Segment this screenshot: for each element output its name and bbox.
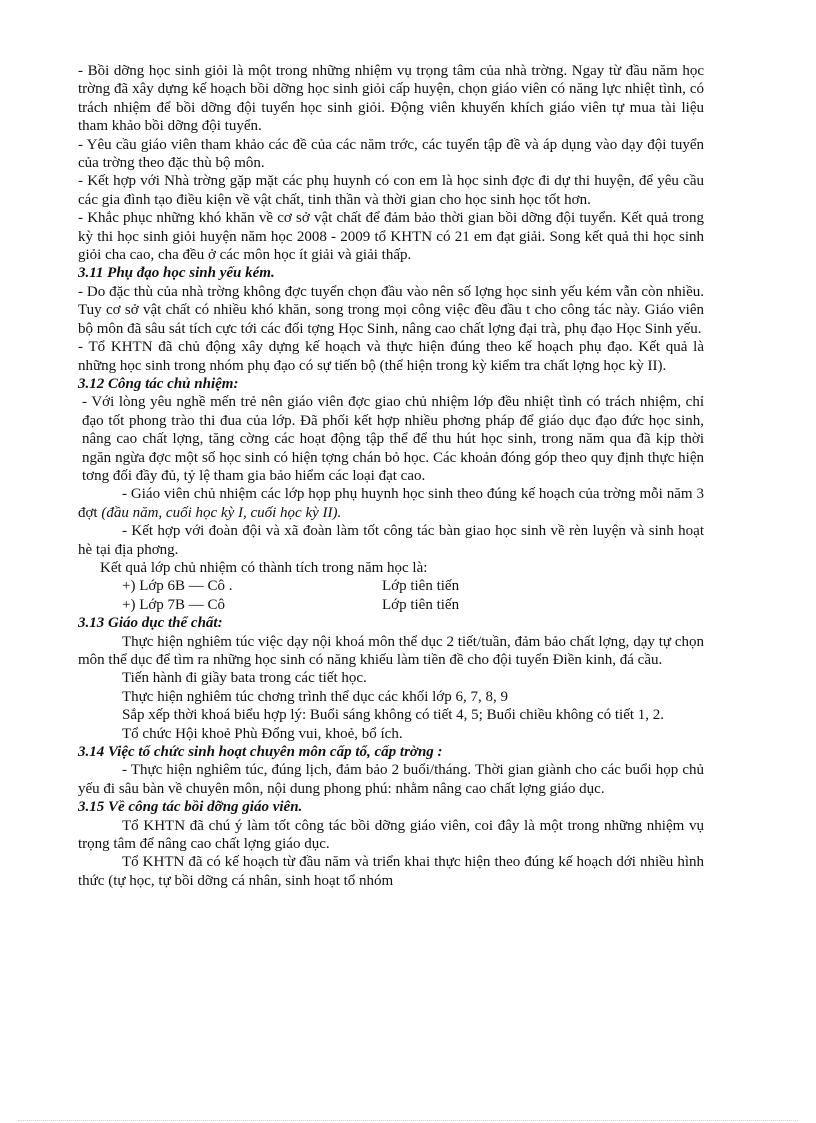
- document-page: [78, 62, 704, 890]
- paragraph-3-13-a: Thực hiện nghiêm túc việc dạy nội khoá môn thể dục 2 tiết/tuần, đảm bảo chất lợng, dạy tự chọn môn thể dục để tìm ra những học sinh có năng khiếu làm tiền đề cho đội tuyển Điền kinh, đá cầu.: [78, 633, 704, 668]
- class-name: +) Lớp 6B — Cô .: [122, 578, 233, 595]
- class-result-row: [78, 596, 704, 614]
- paragraph-hsg-3: - Kết hợp với Nhà trờng gặp mặt các phụ huynh có con em là học sinh đợc đi dự thi huyện, để yêu cầu các gia đình tạo điều kiện về vật chất, tinh thần và thời gian cho học sinh học tốt hơn.: [78, 173, 704, 208]
- class-result-row: [78, 577, 704, 595]
- paragraph-3-12-d: Kết quả lớp chủ nhiệm có thành tích trong năm học là:: [100, 559, 428, 576]
- heading-3-15: 3.15 Về công tác bồi dỡng giáo viên.: [78, 799, 303, 816]
- paragraph-3-12-b-text: - Giáo viên chủ nhiệm các lớp họp phụ huynh học sinh theo đúng kế hoạch của trờng mỗi năm 3 đợt: [78, 486, 704, 521]
- paragraph-3-14-a: - Thực hiện nghiêm túc, đúng lịch, đảm bảo 2 buổi/tháng. Thời gian giành cho các buổi họp chủ yếu đi sâu bàn về chuyên môn, nội dung phong phú: nhằm nâng cao chất lợng giáo dục.: [78, 762, 704, 797]
- heading-3-11: 3.11 Phụ đạo học sinh yếu kém.: [78, 265, 275, 282]
- paragraph-hsg-4: - Khắc phục những khó khăn về cơ sở vật chất để đảm bảo thời gian bồi dỡng đội tuyển. Kết quả trong kỳ thi học sinh giỏi huyện năm học 2008 - 2009 tổ KHTN có 21 em đạt giải. Song kết quả thi học sinh giỏi cha cao, cha đều ở các môn học ít giải và giải thấp.: [78, 210, 704, 264]
- heading-3-14: 3.14 Việc tổ chức sinh hoạt chuyên môn cấp tổ, cấp trờng :: [78, 744, 443, 761]
- paragraph-3-11-b: - Tổ KHTN đã chủ động xây dựng kế hoạch và thực hiện đúng theo kế hoạch phụ đạo. Kết quả là những học sinh trong nhóm phụ đạo có sự tiến bộ (thể hiện trong kỳ kiểm tra chất lợng học kỳ II).: [78, 339, 704, 374]
- class-name: +) Lớp 7B — Cô: [122, 596, 226, 613]
- class-rank: Lớp tiên tiến: [382, 578, 460, 595]
- heading-3-13: 3.13 Giáo dục thể chất:: [78, 615, 223, 632]
- paragraph-hsg-1: - Bồi dỡng học sinh giỏi là một trong những nhiệm vụ trọng tâm của nhà trờng. Ngay từ đầu năm học trờng đã xây dựng kế hoạch bồi dỡng học sinh giỏi cấp huyện, chọn giáo viên có năng lực nhiệt tình, có trách nhiệm để bồi dỡng đội tuyển học sinh giỏi. Động viên khuyến khích giáo viên tự mua tài liệu tham khảo bồi dỡng đội tuyển.: [78, 63, 704, 135]
- paragraph-3-13-e: Tổ chức Hội khoẻ Phù Đổng vui, khoẻ, bổ ích.: [122, 725, 403, 742]
- paragraph-3-12-c: - Kết hợp với đoàn đội và xã đoàn làm tốt công tác bàn giao học sinh về rèn luyện và sinh hoạt hè tại địa phơng.: [78, 523, 704, 558]
- heading-3-12: 3.12 Công tác chủ nhiệm:: [78, 375, 239, 392]
- paragraph-hsg-2: - Yêu cầu giáo viên tham khảo các đề của các năm trớc, các tuyển tập đề và áp dụng vào dạy đội tuyển của trờng theo đặc thù bộ môn.: [78, 136, 704, 172]
- paragraph-3-12-b: [78, 485, 704, 522]
- paragraph-3-13-d: Sắp xếp thời khoá biểu hợp lý: Buổi sáng không có tiết 4, 5; Buổi chiều không có tiết 1, 2.: [122, 707, 665, 724]
- class-rank: Lớp tiên tiến: [382, 596, 460, 613]
- paragraph-3-13-b: Tiến hành đi giầy bata trong các tiết học.: [122, 670, 367, 687]
- paragraph-3-11-a: - Do đặc thù của nhà trờng không đợc tuyển chọn đầu vào nên số lợng học sinh yếu kém vẫn còn nhiều. Tuy cơ sở vật chất có nhiều khó khăn, song trong mọi công việc đều đầu t cho công tác này. Giáo viên bộ môn đã sâu sát tích cực tới các đối tợng Học Sinh, nâng cao chất lợng đại trà, phụ đạo Học Sinh yếu.: [78, 283, 704, 337]
- paragraph-3-13-c: Thực hiện nghiêm túc chơng trình thể dục các khối lớp 6, 7, 8, 9: [122, 688, 508, 705]
- paragraph-3-12-a: - Với lòng yêu nghề mến trẻ nên giáo viên đợc giao chủ nhiệm lớp đều nhiệt tình có trách nhiệm, chỉ đạo tốt phong trào thi đua của lớp. Đã phối kết hợp nhiều phơng pháp để giáo dục đạo đức học sinh, nâng cao chất lợng, tăng cờng các hoạt động tập thể để thu hút học sinh, trong năm qua đã kịp thời ngăn ngừa đợc một số học sinh có hiện tợng chán bỏ học. Các khoản đóng góp theo quy định thực hiện tơng đối đầy đủ, tỷ lệ tham gia bảo hiểm các loại đạt cao.: [82, 394, 704, 484]
- paragraph-3-15-a: Tổ KHTN đã chú ý làm tốt công tác bồi dỡng giáo viên, coi đây là một trong những nhiệm vụ trọng tâm để nâng cao chất lợng giáo dục.: [78, 817, 704, 853]
- paragraph-3-15-b: Tổ KHTN đã có kế hoạch từ đầu năm và triển khai thực hiện theo đúng kế hoạch dới nhiều hình thức (tự học, tự bồi dỡng cá nhân, sinh hoạt tổ nhóm: [78, 854, 704, 889]
- paragraph-3-12-b-italic: (đầu năm, cuối học kỳ I, cuối học kỳ II).: [101, 504, 342, 521]
- page-bottom-divider: [18, 1120, 798, 1121]
